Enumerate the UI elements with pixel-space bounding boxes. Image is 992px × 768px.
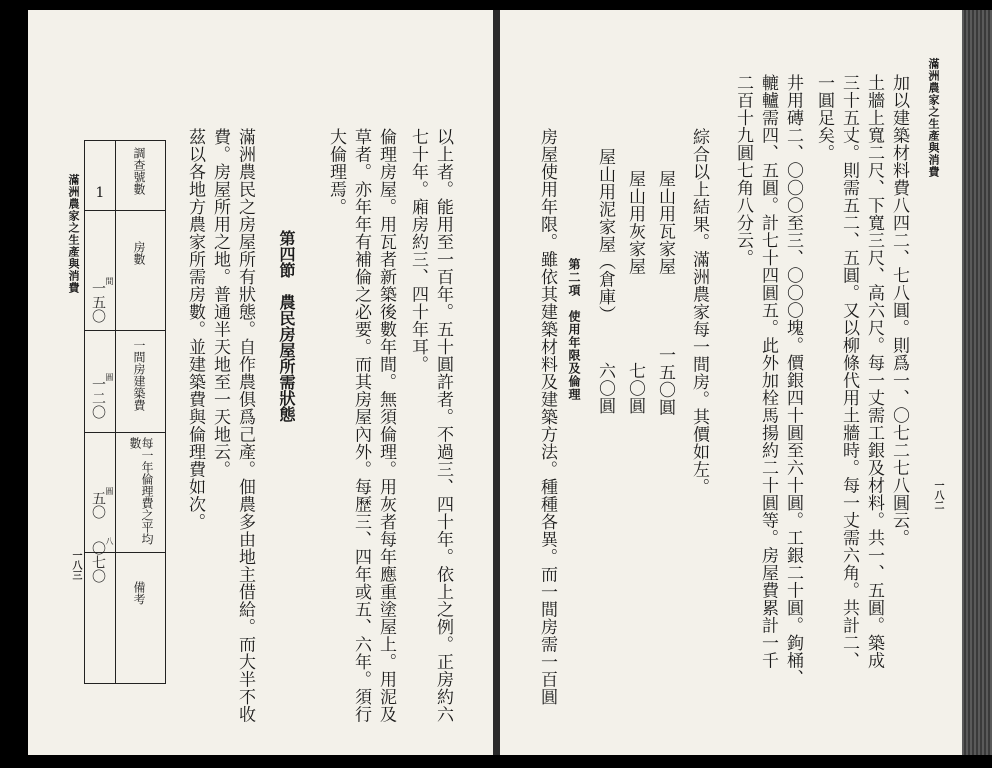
table-header-note: 備考 <box>132 581 146 605</box>
body-line: 三十五丈。則需五二、五圓。又以柳條代用土牆時。每一丈需六角。共計二、 <box>839 74 859 669</box>
body-line: 茲以各地方農家所需房數。並建築費與倫理費如次。 <box>185 128 205 531</box>
section-heading: 第四節 農民房屋所需狀態 <box>277 230 296 422</box>
book-gutter <box>493 10 500 755</box>
table-header-repair-cost: 每一年倫理費之平均數 <box>128 437 154 545</box>
running-head: 滿洲農家之生產與消費 <box>67 174 80 294</box>
body-line: 一圓足矣。 <box>814 74 834 162</box>
table-cell-repair-cost: 五〇 <box>90 491 106 519</box>
table-cell-build-cost: 一二〇 <box>90 377 106 419</box>
table-unit-note: 八 <box>105 537 114 545</box>
price-list-value: 七〇圓 <box>625 362 645 415</box>
body-line: 七十年。廂房約三、四十年耳。 <box>408 128 428 373</box>
table-header-no: 調查號數 <box>132 147 146 195</box>
table-cell-note: 〇七〇 <box>90 541 106 583</box>
table-unit-rooms: 間 <box>105 277 114 285</box>
body-line: 以上者。能用至一百年。五十圓許者。不過三、四十年。依上之例。正房約六 <box>433 128 453 723</box>
table-cell-no: 1 <box>92 185 108 201</box>
body-line: 土牆上寬二尺、下寬三尺、高六尺。每一丈需工銀及材料。共一、五圓。築成 <box>864 74 884 669</box>
page-number: 一八三 <box>70 550 81 580</box>
body-line: 滿洲農民之房屋所有狀態。自作農俱爲己產。佃農多由地主借給。而大半不收 <box>235 128 255 723</box>
body-line: 加以建築材料費八四二、七八圓。則爲一、〇七二七八圓云。 <box>889 74 909 547</box>
page-edges <box>962 10 992 755</box>
page-number: 一八二 <box>932 480 943 510</box>
body-line: 草者。亦年年有補倫之必要。而其房屋內外。每歷三、四年或五、六年。須行 <box>351 128 371 723</box>
table-cell-rooms: 一五〇 <box>90 281 106 323</box>
body-line: 綜合以上結果。滿洲農家每一間房。其價如左。 <box>689 128 709 496</box>
price-list-label: 屋山用泥家屋（倉庫） <box>595 148 615 323</box>
price-list-value: 六〇圓 <box>595 362 615 415</box>
body-line: 房屋使用年限。雖依其建築材料及建築方法。種種各異。而一間房需一百圓 <box>537 128 557 706</box>
running-head: 滿洲農家之生產與消費 <box>927 58 940 178</box>
body-line: 大倫理焉。 <box>326 128 346 216</box>
housing-table <box>84 140 166 684</box>
table-divider <box>115 141 116 683</box>
body-line: 費。房屋所用之地。普通半天地至一天地云。 <box>210 128 230 478</box>
left-page <box>28 10 493 755</box>
table-header-rooms: 房數 <box>132 241 146 265</box>
price-list-label: 屋山用灰家屋 <box>625 170 645 275</box>
body-line: 倫理房屋。用瓦者新築後數年間。無須倫理。用灰者每年應重塗屋上。用泥及 <box>376 128 396 723</box>
table-unit-build-cost: 圓 <box>105 373 114 381</box>
body-line: 井用磚二、〇〇〇至三、〇〇〇塊。價銀四十圓至六十圓。工銀二十圓。鉤桶、 <box>783 74 803 687</box>
price-list-value: 一五〇圓 <box>655 346 675 416</box>
table-unit-repair-cost: 圓 <box>105 487 114 495</box>
price-list-label: 屋山用瓦家屋 <box>655 170 675 275</box>
table-header-build-cost: 一間房建築費 <box>132 339 146 411</box>
right-page <box>500 10 962 755</box>
body-line: 轆轤需四、五圓。計七十四圓五。此外加栓馬揚約二十圓等。房屋費累計一千 <box>758 74 778 669</box>
subsection-heading: 第二項 使用年限及倫理 <box>567 258 581 401</box>
body-line: 二百十九圓七角八分云。 <box>733 74 753 267</box>
